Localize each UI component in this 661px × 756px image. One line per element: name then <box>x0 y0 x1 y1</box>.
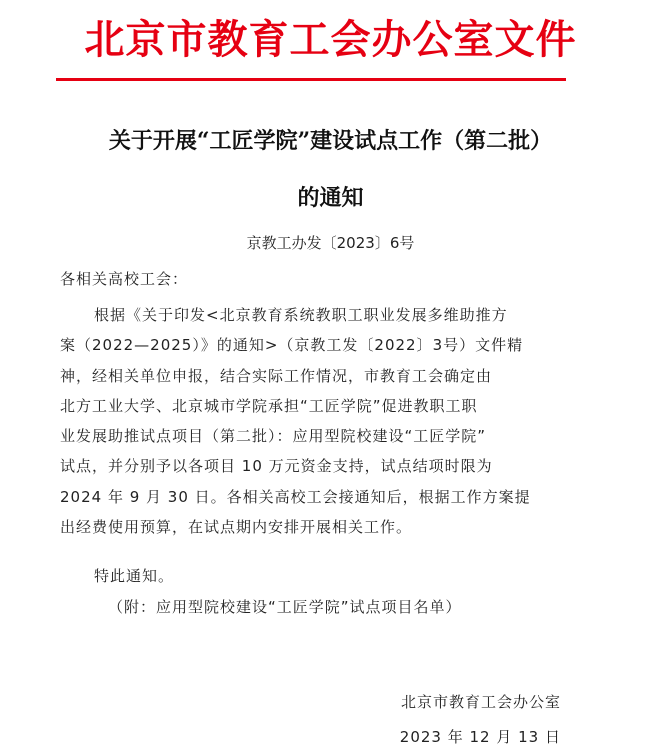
body-line: 试点，并分别予以各项目 10 万元资金支持，试点结项时限为 <box>60 457 493 476</box>
document-title-line-1: 关于开展“工匠学院”建设试点工作（第二批） <box>108 128 553 154</box>
attachment-note: （附：应用型院校建设“工匠学院”试点项目名单） <box>108 598 462 616</box>
document-number: 京教工办发〔2023〕6号 <box>246 234 415 252</box>
body-paragraph <box>60 300 580 542</box>
issuer-header-title: 北京市教育工会办公室文件 <box>84 17 577 63</box>
red-header-rule <box>56 78 566 81</box>
body-line: 案（2022—2025）》的通知>（京教工发〔2022〕3号）文件精 <box>60 336 524 355</box>
closing-remark: 特此通知。 <box>94 567 175 585</box>
issue-date: 2023 年 12 月 13 日 <box>399 728 561 746</box>
body-line: 根据《关于印发<北京教育系统教职工职业发展多维助推方 <box>94 306 508 324</box>
body-line: 2024 年 9 月 30 日。各相关高校工会接通知后，根据工作方案提 <box>60 487 531 506</box>
signature-issuer: 北京市教育工会办公室 <box>400 693 561 711</box>
body-line: 神，经相关单位申报，结合实际工作情况，市教育工会确定由 <box>60 366 493 385</box>
body-line: 出经费使用预算，在试点期内安排开展相关工作。 <box>60 518 413 537</box>
document-title-line-2: 的通知 <box>297 185 364 211</box>
body-line: 北方工业大学、北京城市学院承担“工匠学院”促进教职工职 <box>60 396 478 415</box>
body-line: 业发展助推试点项目（第二批）：应用型院校建设“工匠学院” <box>60 427 487 446</box>
salutation: 各相关高校工会： <box>60 270 189 288</box>
